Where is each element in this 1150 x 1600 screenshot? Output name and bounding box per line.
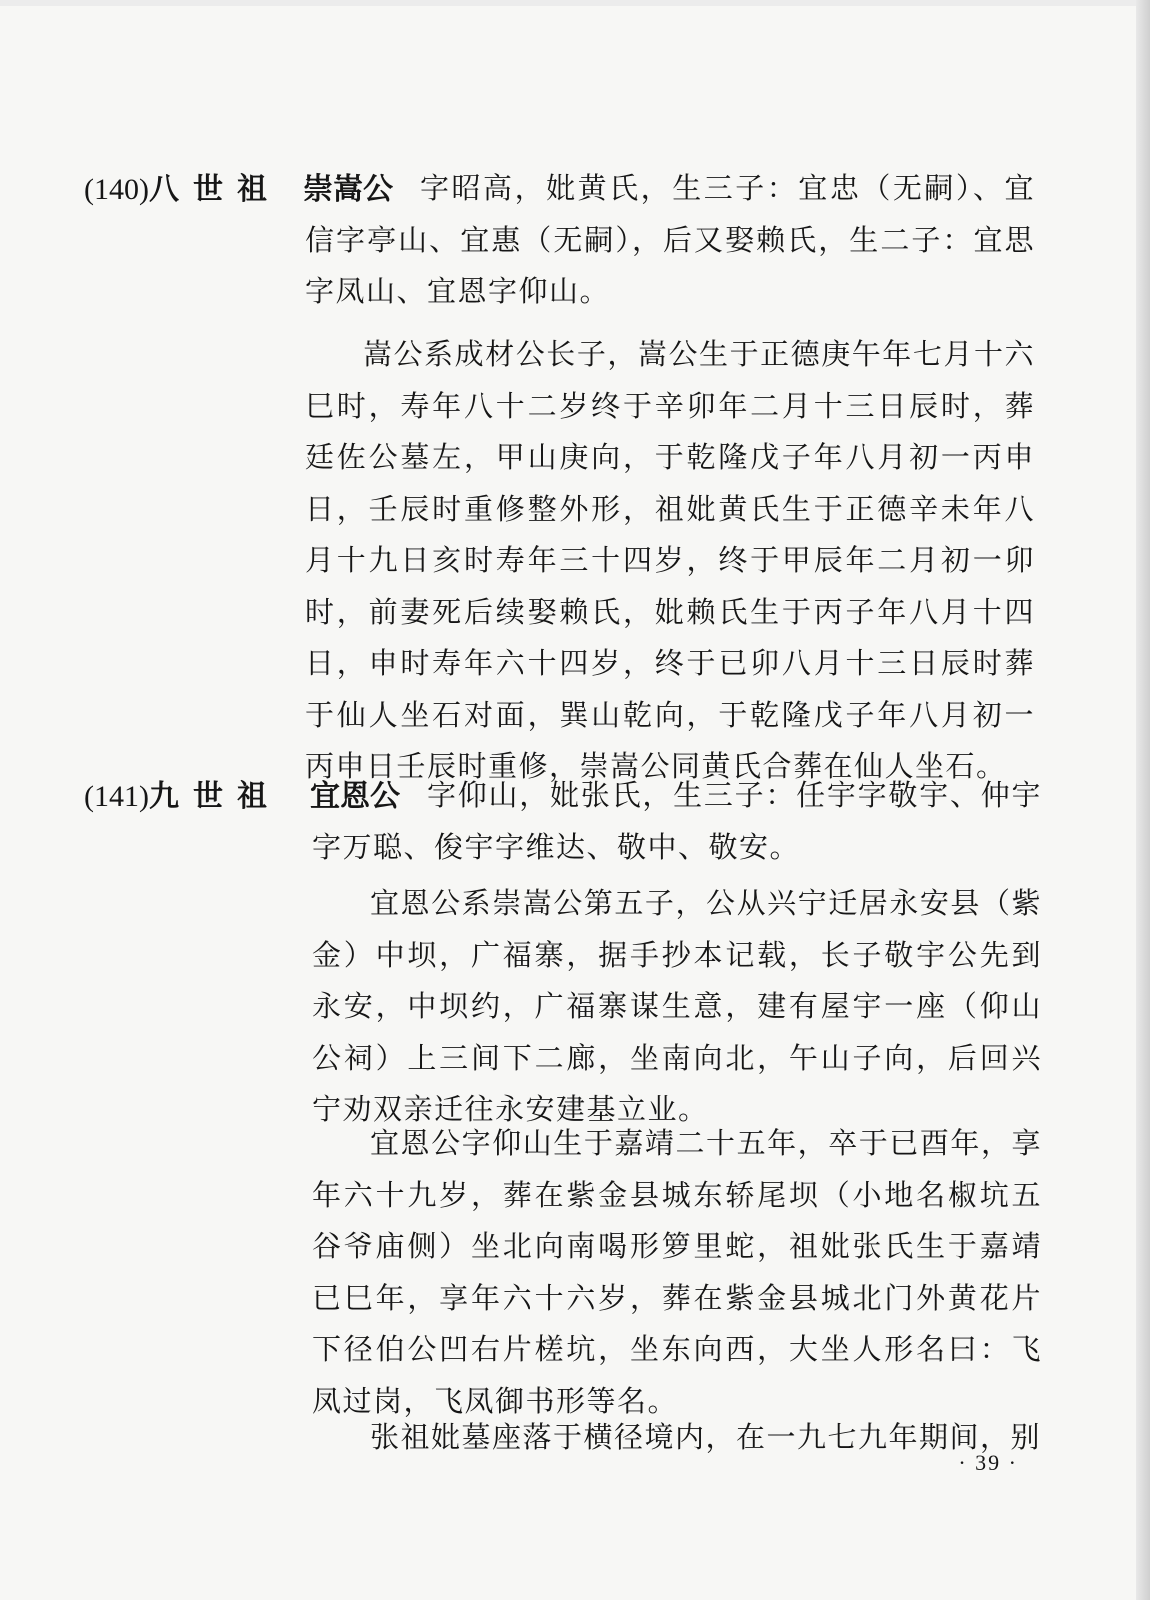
entry-paragraph: 嵩公系成材公长子，嵩公生于正德庚午年七月十六巳时，寿年八十二岁终于辛卯年二月十三日辰时，葬廷佐公墓左，甲山庚向，于乾隆戊子年八月初一丙申日，壬辰时重修整外形，祖妣黄氏生于正德辛未年八月十九日亥时寿年三十四岁，终于甲辰年二月初一卯时，前妻死后续娶赖氏，妣赖氏生于丙子年八月十四日，申时寿年六十四岁，终于已卯八月十三日辰时葬于仙人坐石对面，巽山乾向，于乾隆戊子年八月初一丙申日壬辰时重修，崇嵩公同黄氏合葬在仙人坐石。	[305, 337, 1035, 783]
generation-title: 八世祖	[148, 172, 281, 207]
scan-edge-top	[0, 0, 1150, 6]
entry-intro: 字昭高，妣黄氏，生三子：宜忠（无嗣）、宜信字亭山、宜惠（无嗣），后又娶赖氏，生二子：宜思字凤山、宜恩字仰山。	[305, 171, 1035, 308]
entry-paragraph: 张祖妣墓座落于横径境内，在一九七九年期间，别	[370, 1420, 1042, 1454]
ancestor-name: 宜恩公	[310, 779, 400, 814]
entry-intro: 字仰山，妣张氏，生三子：任宇字敬宇、仲宇字万聪、俊宇字维达、敬中、敬安。	[312, 778, 1042, 864]
ancestor-name: 崇嵩公	[303, 172, 393, 207]
page-number: · 39 ·	[958, 1450, 1018, 1475]
generation-title: 九世祖	[148, 779, 281, 814]
entry-label	[84, 770, 281, 824]
entry-paragraph: 宜恩公系崇嵩公第五子，公从兴宁迁居永安县（紫金）中坝，广福寨，据手抄本记载，长子敬宇公先到永安，中坝约，广福寨谋生意，建有屋宇一座（仰山公祠）上三间下二廊，坐南向北，午山子向，后回兴宁劝双亲迁往永安建基立业。	[312, 886, 1042, 1126]
entry-paragraph: 宜恩公字仰山生于嘉靖二十五年，卒于已酉年，享年六十九岁，葬在紫金县城东轿尾坝（小地名椒坑五谷爷庙侧）坐北向南喝形箩里蛇，祖妣张氏生于嘉靖已巳年，享年六十六岁，葬在紫金县城北门外黄花片下径伯公凹右片槎坑，坐东向西，大坐人形名曰：飞凤过岗，飞凤御书形等名。	[312, 1126, 1042, 1418]
entry-label	[84, 163, 281, 217]
scan-edge-right	[1136, 0, 1150, 1600]
entry-number: (141)	[84, 780, 149, 813]
entry-number: (140)	[84, 173, 149, 206]
